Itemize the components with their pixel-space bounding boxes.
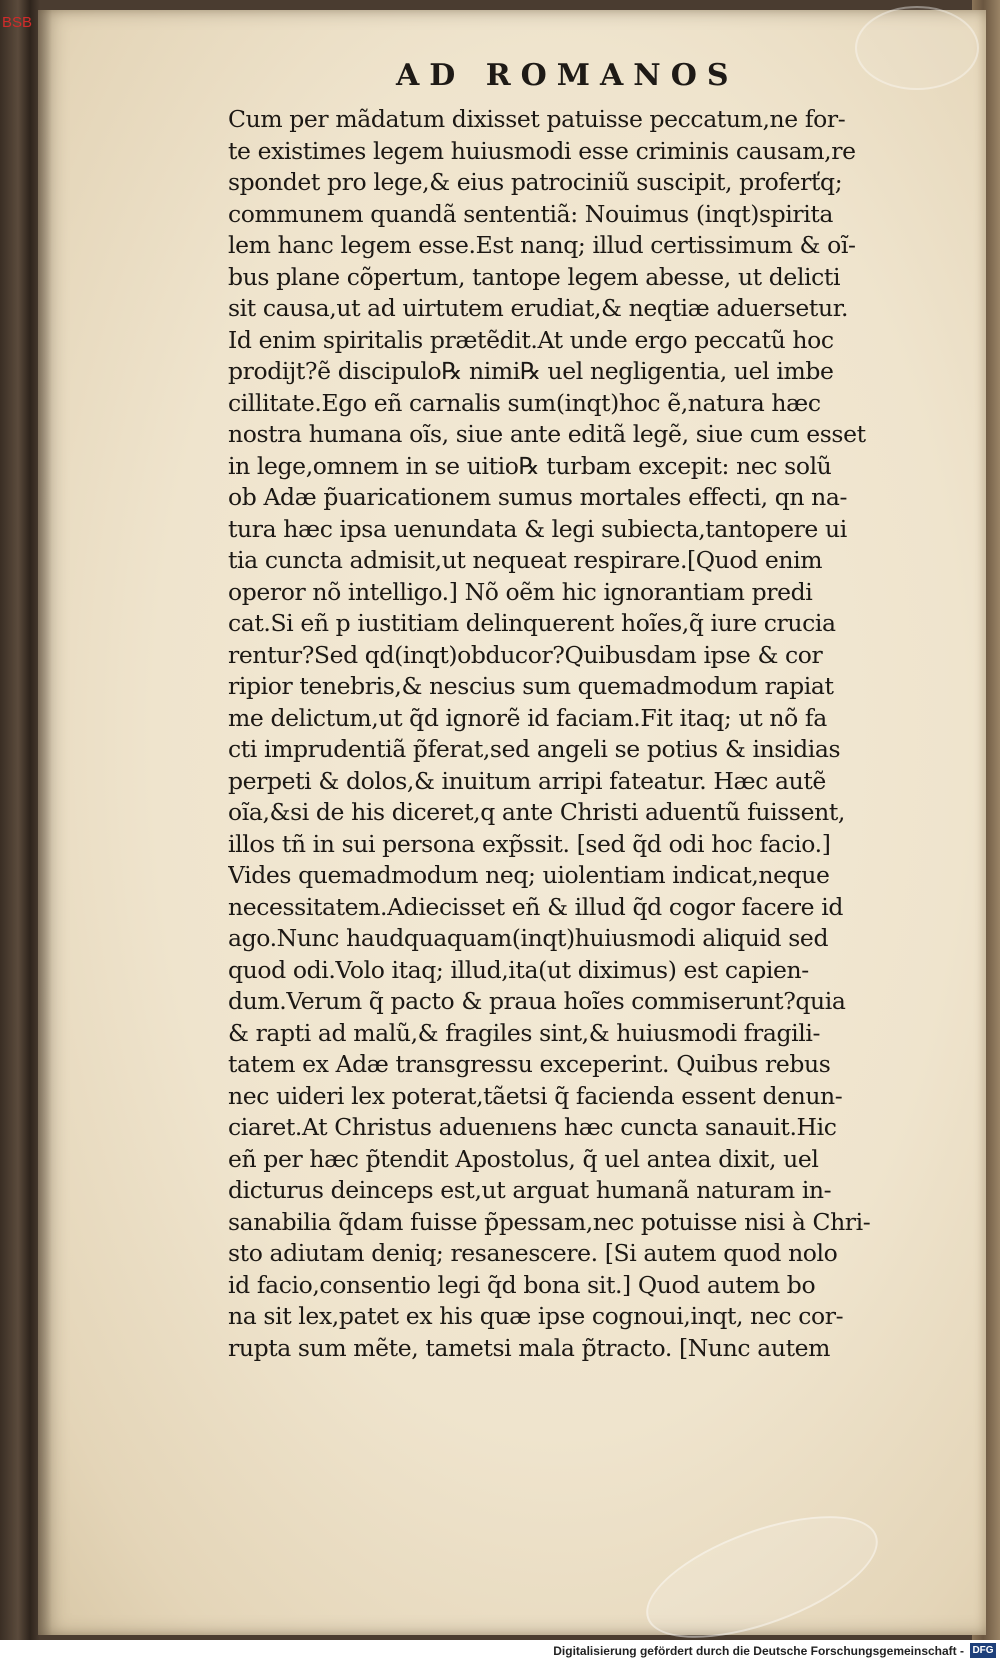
text-line: rupta sum mẽte, tametsi mala p̃tracto. [Nunc autem [228, 1333, 831, 1362]
text-line: in lege,omnem in se uitio℞ turbam excepit: nec solũ [228, 451, 832, 480]
text-line: spondet pro lege,& eius patrociniũ suscipit, proferťq; [228, 168, 843, 196]
text-line: illos tñ in sui persona exp̃ssit. [sed q̃d odi hoc facio.] [228, 829, 831, 858]
text-line: communem quandã sententiã: Nouimus (inqt)spirita [228, 199, 834, 228]
text-line: perpeti & dolos,& inuitum arripi fateatur. Hæc autẽ [228, 766, 826, 795]
text-line: sit causa,ut ad uirtutem erudiat,& neqtiæ aduersetur. [228, 294, 849, 322]
light-glare-top [855, 6, 979, 90]
text-line: tatem ex Adæ transgressu exceperint. Quibus rebus [228, 1050, 831, 1078]
text-line: cti imprudentiã p̃ferat,sed angeli se potius & insidias [228, 735, 841, 763]
text-line: dum.Verum q̃ pacto & praua hoĩes commiserunt?quia [228, 987, 846, 1015]
text-line: Id enim spiritalis prætẽdit.At unde ergo peccatũ hoc [228, 325, 834, 354]
text-line: lem hanc legem esse.Est nanq; illud certissimum & oĩ- [228, 231, 856, 259]
page-gutter-shadow [38, 10, 52, 1635]
text-line: cat.Si eñ p iustitiam delinquerent hoĩes,q̃ iure crucia [228, 609, 836, 637]
text-line: sanabilia q̃dam fuisse p̃pessam,nec potuisse nisi à Chri- [228, 1207, 871, 1236]
text-line: prodijt?ẽ discipulo℞ nimi℞ uel negligentia, uel imbe [228, 357, 834, 385]
text-line: bus plane cõpertum, tantope legem abesse, ut delicti [228, 262, 841, 291]
text-line: oĩa,&si de his diceret,q ante Christi aduentũ fuissent, [228, 798, 845, 826]
text-line: nec uideri lex poterat,tãetsi q̃ facienda essent denun- [228, 1081, 843, 1110]
text-line: ciaret.At Christus aduenıens hæc cuncta sanauit.Hic [228, 1113, 837, 1141]
text-line: rentur?Sed qd(inqt)obducor?Quibusdam ipse & cor [228, 640, 823, 669]
text-line: sto adiutam deniq; resanescere. [Si autem quod nolo [228, 1239, 838, 1267]
text-line: tia cuncta admisit,ut nequeat respirare.[Quod enim [228, 546, 823, 574]
body-text [228, 104, 953, 1364]
text-line: & rapti ad malũ,& fragiles sint,& huiusmodi fragili- [228, 1018, 821, 1047]
library-watermark: BSB [2, 14, 33, 31]
running-head: AD ROMANOS [396, 58, 739, 93]
text-line: me delictum,ut q̃d ignorẽ id faciam.Fit itaq; ut nõ fa [228, 703, 827, 732]
text-line: ripior tenebris,& nescius sum quemadmodum rapiat [228, 672, 834, 700]
text-line: na sit lex,patet ex his quæ ipse cognoui,inqt, nec cor- [228, 1302, 844, 1330]
text-line: ago.Nunc haudquaquam(inqt)huiusmodi aliquid sed [228, 924, 829, 952]
text-line: operor nõ intelligo.] Nõ oẽm hic ignorantiam predi [228, 577, 813, 606]
digitization-credit: Digitalisierung gefördert durch die Deutsche Forschungsgemeinschaft - [553, 1644, 964, 1658]
text-line: necessitatem.Adiecisset eñ & illud q̃d cogor facere id [228, 892, 843, 921]
text-line: te existimes legem huiusmodi esse criminis causam,re [228, 136, 856, 165]
text-line: tura hæc ipsa uenundata & legi subiecta,tantopere ui [228, 514, 847, 543]
text-line: Vides quemadmodum neq; uiolentiam indicat,neque [228, 861, 830, 889]
text-line: id facio,consentio legi q̃d bona sit.] Quod autem bo [228, 1270, 816, 1299]
text-line: Cum per mãdatum dixisset patuisse peccatum,ne for- [228, 105, 846, 133]
text-line: cillitate.Ego eñ carnalis sum(inqt)hoc ẽ,natura hæc [228, 388, 821, 417]
text-line: eñ per hæc p̃tendit Apostolus, q̃ uel antea dixit, uel [228, 1144, 819, 1173]
text-line: ob Adæ p̃uaricationem sumus mortales effecti, qn na- [228, 483, 848, 511]
dfg-logo-icon: DFG [970, 1643, 996, 1658]
text-line: quod odi.Volo itaq; illud,ita(ut diximus) est capien- [228, 955, 809, 984]
text-line: dicturus deinceps est,ut arguat humanã naturam in- [228, 1176, 832, 1204]
text-line: nostra humana oĩs, siue ante editã legẽ, siue cum esset [228, 420, 866, 448]
